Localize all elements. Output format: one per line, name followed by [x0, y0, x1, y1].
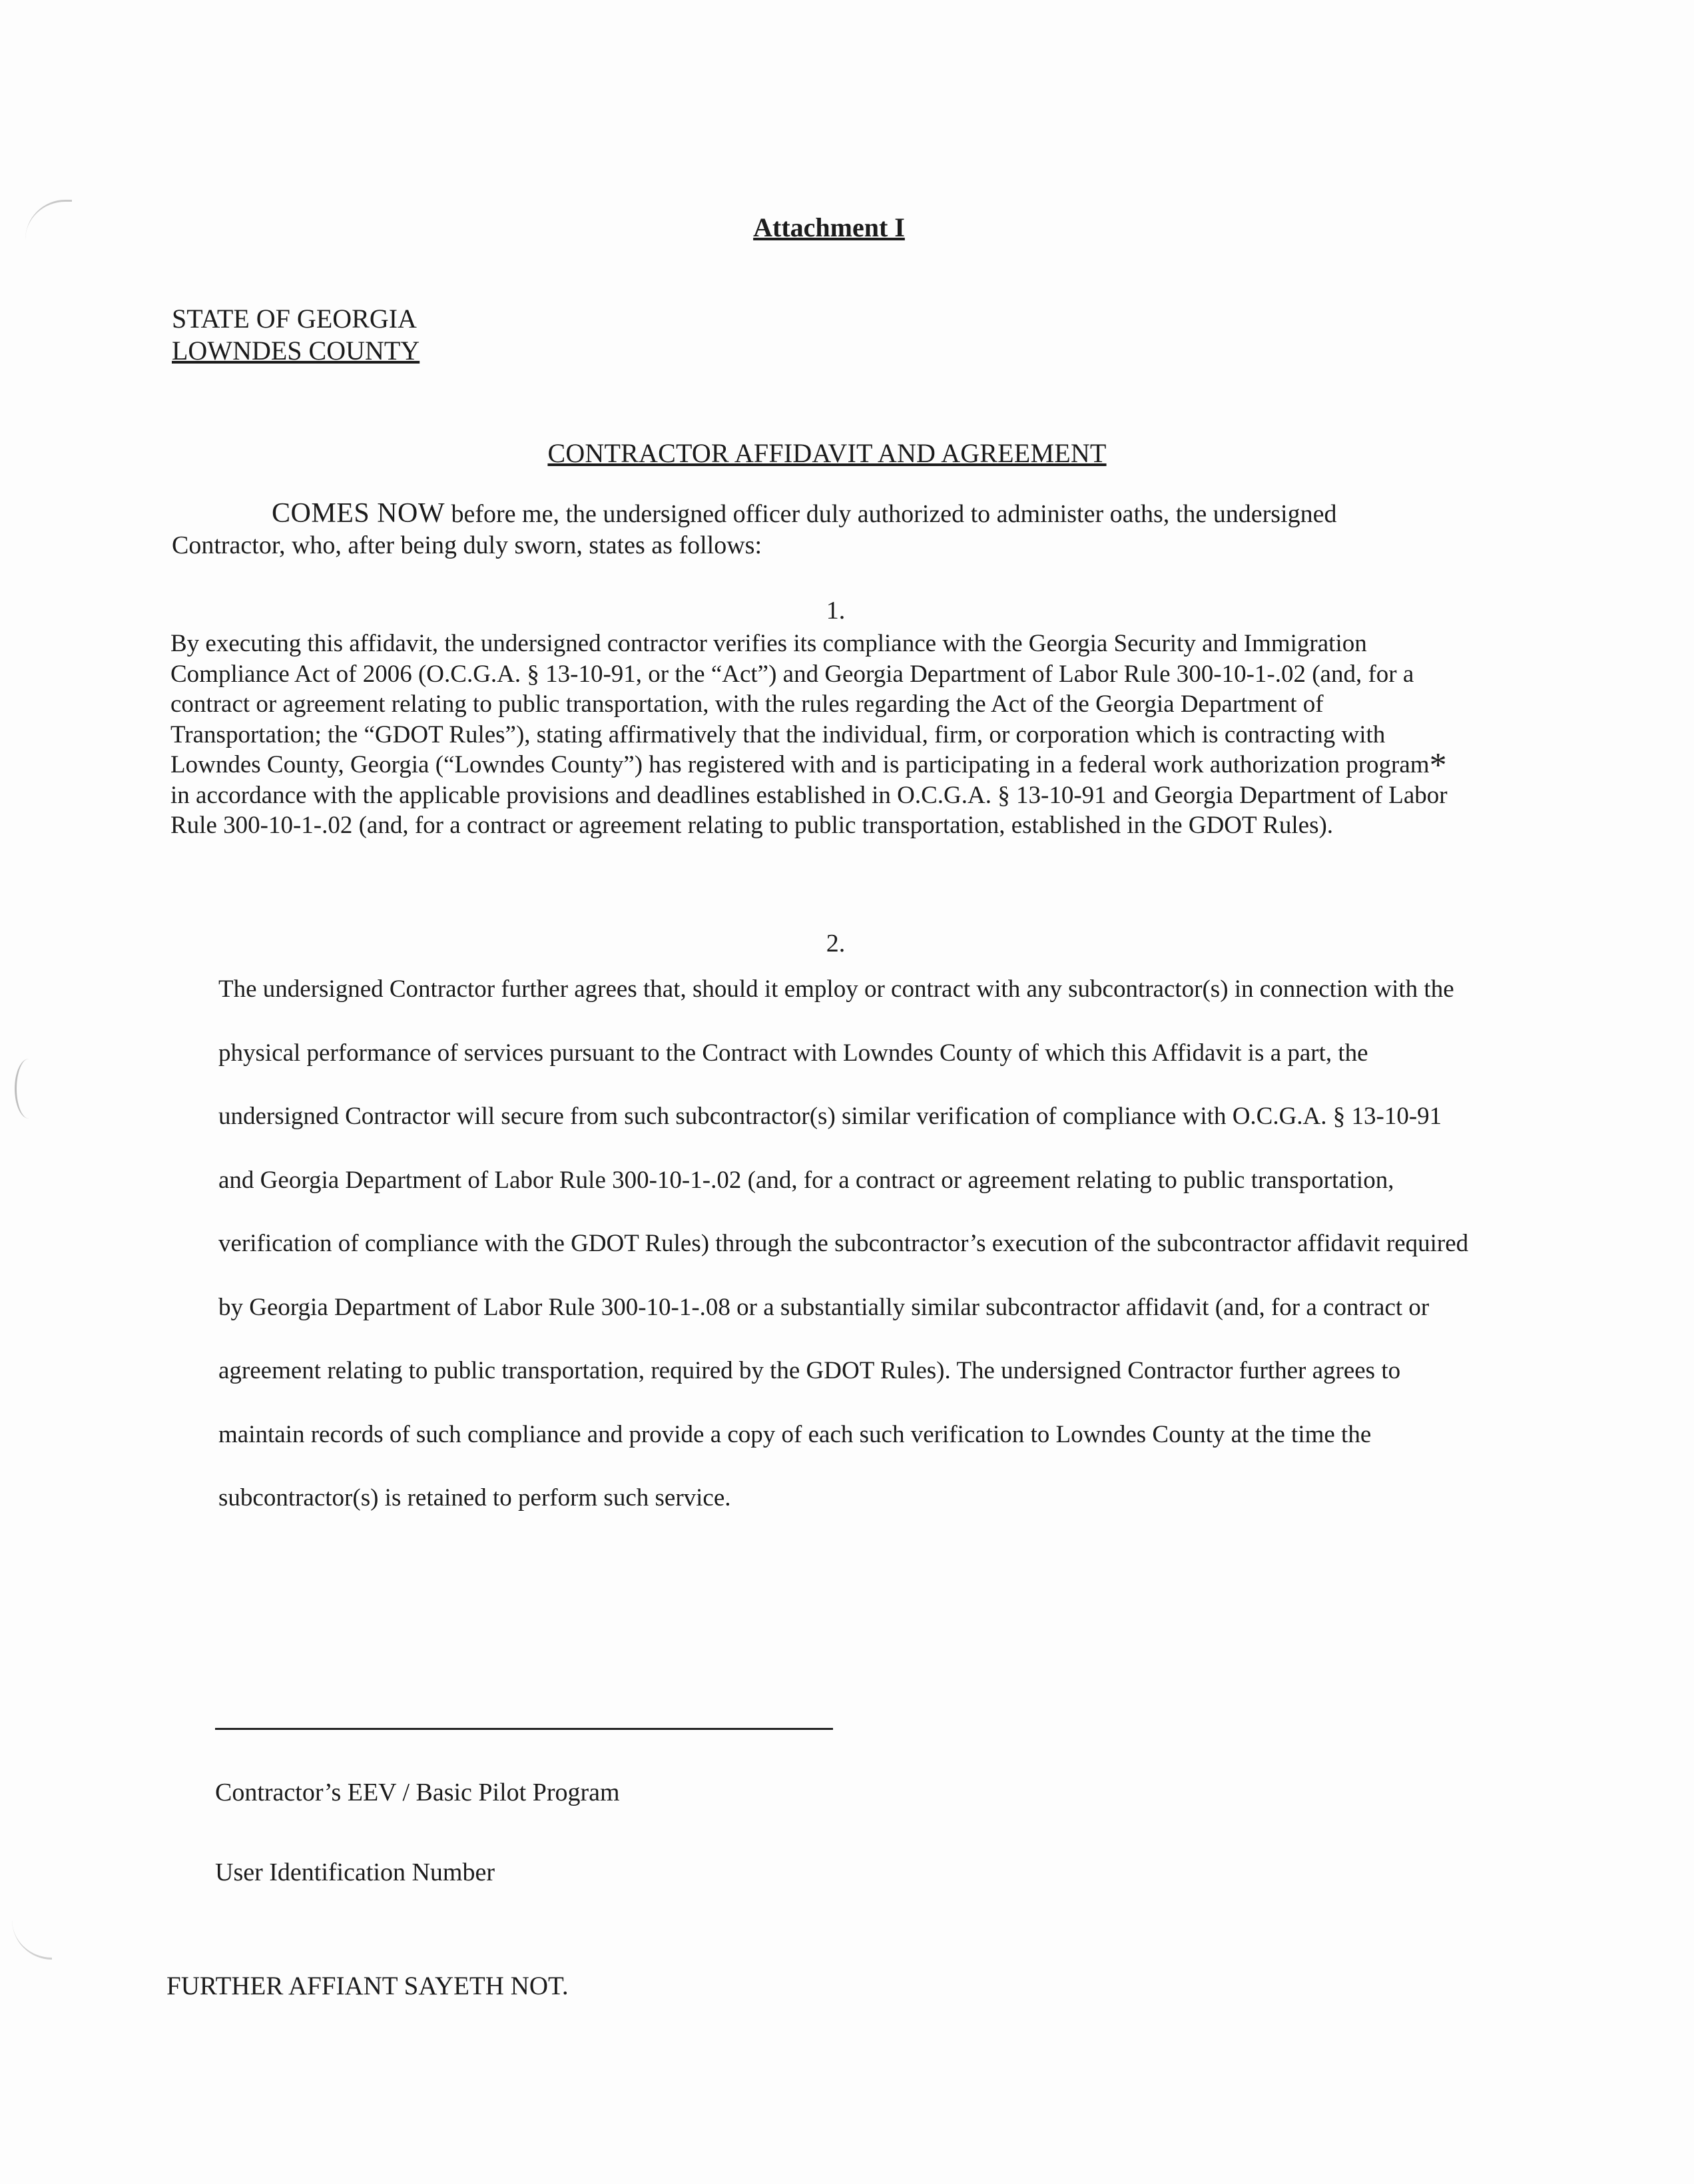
section-1-text-b: in accordance with the applicable provisions and deadlines established in O.C.G.A. § 13-10-91 and Georgia Department of Labor Rule 300-10-1-.02 (and, for a contract or agreement relating to public transportation, established in the GDOT Rules).	[170, 781, 1448, 839]
venue-block	[172, 303, 420, 367]
county-line: LOWNDES COUNTY	[172, 336, 420, 366]
section-1-paragraph	[170, 629, 1449, 841]
intro-lead: COMES NOW	[272, 498, 445, 529]
footnote-asterisk: *	[1429, 746, 1447, 784]
signature-line	[215, 1728, 833, 1730]
intro-paragraph	[172, 498, 1450, 561]
section-1-text-a: By executing this affidavit, the undersigned contractor verifies its compliance with the Georgia Security and Immigration Compliance Act of 2006 (O.C.G.A. § 13-10-91, or the “Act”) and Georgia Department of Labor Rule 300-10-1-.02 (and, for a contract or agreement relating to public transportation, with the rules regarding the Act of the Georgia Department of Transportation; the “GDOT Rules”), stating affirmatively that the individual, firm, or corporation which is contracting with Lowndes County, Georgia (“Lowndes County”) has registered with and is participating in a federal work authorization program	[170, 630, 1430, 778]
affidavit-heading: CONTRACTOR AFFIDAVIT AND AGREEMENT	[547, 438, 1107, 468]
attachment-title: Attachment I	[753, 212, 905, 242]
signature-label-program: Contractor’s EEV / Basic Pilot Program	[215, 1778, 620, 1806]
section-2-number: 2.	[826, 930, 846, 957]
punch-hole-mark	[15, 1059, 43, 1119]
section-1-number: 1.	[826, 597, 846, 625]
state-line: STATE OF GEORGIA	[172, 304, 417, 334]
closing-statement: FURTHER AFFIANT SAYETH NOT.	[166, 1972, 569, 2000]
signature-label-user-id: User Identification Number	[215, 1858, 495, 1886]
section-2-paragraph: The undersigned Contractor further agrees that, should it employ or contract with any subcontractor(s) in connection with the physical performance of services pursuant to the Contract with Lowndes County of which this Affidavit is a part, the undersigned Contractor will secure from such subcontractor(s) similar verification of compliance with O.C.G.A. § 13-10-91 and Georgia Department of Labor Rule 300-10-1-.02 (and, for a contract or agreement relating to public transportation, verification of compliance with the GDOT Rules) through the subcontractor’s execution of the subcontractor affidavit required by Georgia Department of Labor Rule 300-10-1-.08 or a substantially similar subcontractor affidavit (and, for a contract or agreement relating to public transportation, required by the GDOT Rules). The undersigned Contractor further agrees to maintain records of such compliance and provide a copy of each such verification to Lowndes County at the time the subcontractor(s) is retained to perform such service.	[218, 975, 1469, 1511]
scan-mark	[12, 1918, 52, 1960]
intro-text: before me, the undersigned officer duly authorized to administer oaths, the undersigned Contractor, who, after being duly sworn, states as follows:	[172, 500, 1337, 559]
